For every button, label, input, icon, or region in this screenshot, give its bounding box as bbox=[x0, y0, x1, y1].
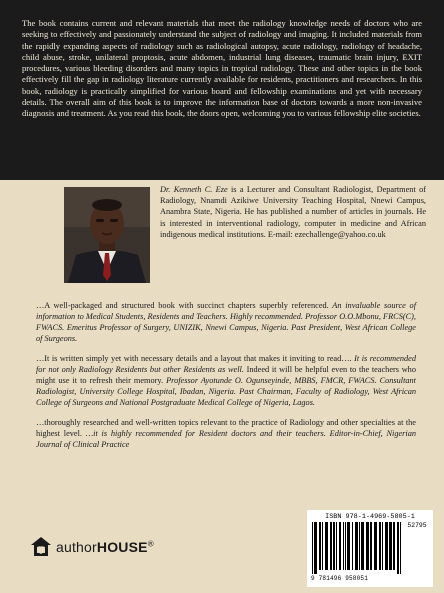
barcode-bar bbox=[325, 522, 328, 570]
barcode-bar bbox=[370, 522, 372, 570]
review-3 bbox=[36, 417, 416, 450]
summary-band bbox=[0, 0, 444, 180]
barcode-bar bbox=[355, 522, 358, 570]
barcode-bar bbox=[400, 522, 401, 574]
review-1 bbox=[36, 300, 416, 344]
barcode-bar bbox=[382, 522, 383, 570]
review-2-attribution: Professor Ayotunde O. Ogunseyinde, MBBS, FMCR, FWACS. Consultant Radiologist, University College Hospital, Ibadan, Nigeria. Past Chairman, Faculty of Radiology, West African College of Surgeons and National Postgraduate Medical College of Nigeria, Lagos. bbox=[36, 376, 416, 407]
review-2 bbox=[36, 353, 416, 408]
bottom-band bbox=[0, 513, 444, 593]
publisher-name bbox=[56, 539, 154, 555]
isbn-number: ISBN 978-1-4969-5805-1 bbox=[325, 513, 415, 521]
review-3-attribution: …it is highly recommended for Resident doctors and their teachers. Editor-in-Chief, Nigerian Journal of Clinical Practice bbox=[36, 429, 416, 449]
barcode-bar bbox=[389, 522, 392, 570]
review-1-attribution: An invaluable source of information to Medical Students, Residents and Teachers. Highly recommended. Professor O.O.Mbonu, FRCS(C), FWACS. Emeritus Professor of Surgery, UNIZIK, Nnewi Campus, Nigeria. Past President, West African College of Surgeons. bbox=[36, 301, 417, 343]
barcode-bar bbox=[319, 522, 321, 570]
barcode-bar bbox=[314, 522, 317, 574]
barcode-bar bbox=[374, 522, 377, 570]
barcode-bar bbox=[333, 522, 335, 570]
barcode-bar bbox=[352, 522, 353, 570]
barcode-digits: 9 781496 958051 bbox=[311, 575, 369, 582]
publisher-name-bold: HOUSE bbox=[96, 539, 148, 555]
author-bio bbox=[160, 184, 426, 240]
barcode-bar bbox=[343, 522, 344, 570]
barcode-bar bbox=[359, 522, 360, 570]
house-book-icon bbox=[30, 536, 52, 558]
barcode-bar bbox=[322, 522, 323, 570]
barcode-bar bbox=[330, 522, 332, 570]
review-2-plain-2: Indeed it will be helpful even to the teachers who might use it to refresh their memory. bbox=[36, 365, 416, 385]
author-portrait-image bbox=[64, 187, 150, 283]
ean-barcode bbox=[311, 522, 403, 574]
barcode-bar bbox=[312, 522, 313, 574]
barcode-bar bbox=[336, 522, 337, 570]
barcode-bar bbox=[361, 522, 364, 570]
price-code: 52795 bbox=[407, 522, 427, 529]
barcode-bar bbox=[347, 522, 350, 570]
barcode-bar bbox=[379, 522, 381, 570]
registered-mark: ® bbox=[147, 539, 154, 549]
review-2-italic: It is recommended for not only Radiology Residents but other Residents as well. bbox=[36, 354, 416, 374]
author-bio-text: is a Lecturer and Consultant Radiologist, Department of Radiology, Nnamdi Azikiwe University Teaching Hospital, Nnewi Campus, Anambra State, Nigeria. He has published a number of articles in journals. He is interested in interventional radiology, computer in medicine and African indigenous medical institutions. E-mail: ezechallenge@yahoo.co.uk bbox=[160, 185, 427, 239]
barcode-bar bbox=[345, 522, 346, 570]
barcode-bar bbox=[339, 522, 341, 570]
review-2-plain: …It is written simply yet with necessary details and a layout that makes it inviting to read…. bbox=[36, 354, 352, 363]
author-photo bbox=[64, 187, 150, 283]
author-section bbox=[0, 180, 444, 290]
reviews-section bbox=[0, 290, 444, 518]
author-name: Dr. Kenneth C. Eze bbox=[160, 185, 228, 194]
barcode-bar bbox=[397, 522, 399, 574]
barcode-bar bbox=[366, 522, 369, 570]
book-summary: The book contains current and relevant materials that meet the radiology knowledge needs of doctors who are seeking to effectively and passionately understand the subject of radiology and imaging. It included materials from the rapidly expanding aspects of radiology such as radiological autopsy, acute radiology, radiology of headache, child abuse, stroke, unilateral proptosis, acute abdomen, industrial lung diseases, traumatic brain injury, EXIT procedures, various bleeding disorders and many topics in tropical radiology. These and other topics in the book effectively fill the gap in radiology literature currently available for residents, practitioners and researchers. In this book, radiology is practically simplified for various board and fellowship examinations and yet with necessary details. The overall aim of this book is to improve the information base of doctors towards a more non-invasive diagnosis and treatment. As you read this book, the doors open, welcoming you to various fellowship elite societies. bbox=[22, 18, 422, 119]
publisher-logo bbox=[30, 536, 154, 558]
review-1-plain: …A well-packaged and structured book with succinct chapters superbly referenced. bbox=[36, 301, 329, 310]
review-3-plain: …thoroughly researched and well-written topics relevant to the practice of Radiology and other specialties at the highest level. bbox=[36, 418, 416, 438]
publisher-name-light: author bbox=[56, 539, 97, 555]
barcode-bar bbox=[385, 522, 388, 570]
barcode-bar bbox=[393, 522, 395, 570]
isbn-barcode-box bbox=[307, 510, 433, 587]
